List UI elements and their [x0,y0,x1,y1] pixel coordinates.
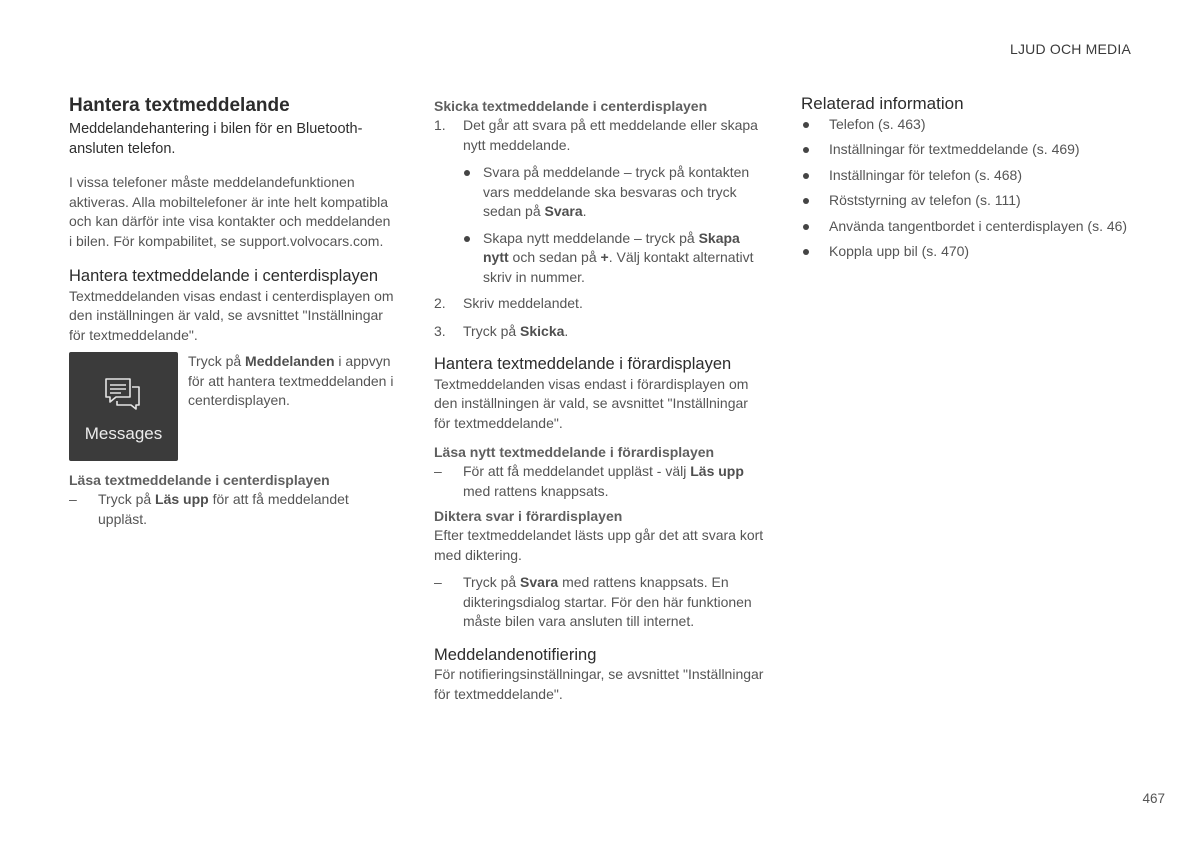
bullet-icon [803,122,809,128]
bullet-icon [803,224,809,230]
column-left [69,94,395,529]
heading-read-center: Läsa textmeddelande i centerdisplayen [69,472,330,488]
related-link-telefon-settings[interactable]: Inställningar för telefon (s. 468) [801,166,1131,186]
heading-related: Relaterad information [801,94,964,113]
substep-create: Skapa nytt meddelande – tryck på Skapa nytt och sedan på +. Välj kontakt alternativt skriv in nummer. [463,229,764,288]
keyword-las-upp: Läs upp [690,463,744,479]
related-link-voice-control[interactable]: Röststyrning av telefon (s. 111) [801,191,1131,211]
messages-app-tile[interactable] [69,352,178,461]
heading-driver-display: Hantera textmeddelande i förardisplayen [434,355,732,373]
messages-icon [104,376,142,417]
heading-dictate: Diktera svar i förardisplayen [434,508,623,524]
messages-tile-label: Messages [84,424,163,443]
read-driver-list [434,462,764,501]
related-link-telefon[interactable]: Telefon (s. 463) [801,115,1131,135]
step-3: 3. Tryck på Skicka. [434,322,569,339]
heading-center-display: Hantera textmeddelande i centerdisplayen [69,267,379,285]
list-item: – Tryck på Läs upp för att få meddelandet uppläst. [69,491,349,527]
column-middle [434,94,764,704]
dictate-list [434,573,764,632]
page-number: 467 [1142,791,1165,806]
substeps [434,163,764,287]
keyword-meddelanden: Meddelanden [245,353,335,369]
related-links [801,115,1131,262]
dictate-paragraph: Efter textmeddelandet lästs upp går det att svara kort med diktering. [434,527,764,563]
keyword-skicka: Skicka [520,322,565,339]
send-steps [434,116,764,341]
related-link-keyboard[interactable]: Använda tangentbordet i centerdisplayen (s. 46) [801,217,1131,237]
related-link-textmeddelande-settings[interactable]: Inställningar för textmeddelande (s. 469) [801,140,1131,160]
bullet-icon [803,147,809,153]
keyword-plus: + [600,249,609,265]
driver-display-paragraph: Textmeddelanden visas endast i förardisplayen om den inställningen är vald, se avsnittet "Inställningar för textmeddelande". [434,375,749,431]
compatibility-paragraph: I vissa telefoner måste meddelandefunktionen aktiveras. Alla mobiltelefoner är inte helt kompatibla och kan därför inte visa kontakter och meddelanden i bilen. För kompabilitet, se support.volvocars.com. [69,174,391,249]
step-2: 2. Skriv meddelandet. [434,295,583,311]
section-header: LJUD OCH MEDIA [1009,41,1131,57]
bullet-icon [803,198,809,204]
heading-read-driver: Läsa nytt textmeddelande i förardisplayen [434,444,715,460]
list-item: – Tryck på Svara med rattens knappsats. En dikteringsdialog startar. För den här funktionen måste bilen vara ansluten till internet. [434,574,752,629]
keyword-skapa-nytt: Skapa nytt [483,229,740,265]
substep-reply: Svara på meddelande – tryck på kontakten vars meddelande ska besvaras och tryck sedan på Svara. [463,163,764,222]
list-item: – För att få meddelandet uppläst - välj Läs upp med rattens knappsats. [434,463,744,499]
heading-send-center: Skicka textmeddelande i centerdisplayen [434,98,708,114]
read-center-list [69,490,395,529]
keyword-las-upp: Läs upp [155,491,209,507]
column-right [801,94,1131,262]
keyword-svara: Svara [544,203,583,219]
bullet-icon [803,173,809,179]
messages-app-row [69,352,395,466]
intro-text: Meddelandehantering i bilen för en Bluetooth-ansluten telefon. [69,121,363,157]
keyword-svara: Svara [520,574,559,590]
bullet-icon [803,249,809,255]
related-link-connect-car[interactable]: Koppla upp bil (s. 470) [801,242,1131,262]
heading-notification: Meddelandenotifiering [434,645,597,664]
step-1: 1. Det går att svara på ett meddelande eller skapa nytt meddelande. Svara på meddelande – tryck på kontakten vars meddelande ska besvaras och tryck sedan på Svara. Skapa nytt meddelande – tryck på Skapa nytt och sedan på +. Välj kontakt alternativt skriv in nummer. [434,116,764,287]
center-display-paragraph: Textmeddelanden visas endast i centerdisplayen om den inställningen är vald, se avsnittet "Inställningar för textmeddelande". [69,287,394,343]
notification-paragraph: För notifieringsinställningar, se avsnittet "Inställningar för textmeddelande". [434,666,764,702]
messages-instruction: Tryck på Meddelanden i appvyn för att hantera textmeddelanden i centerdisplayen. [188,353,394,408]
page-title: Hantera textmeddelande [69,95,290,116]
